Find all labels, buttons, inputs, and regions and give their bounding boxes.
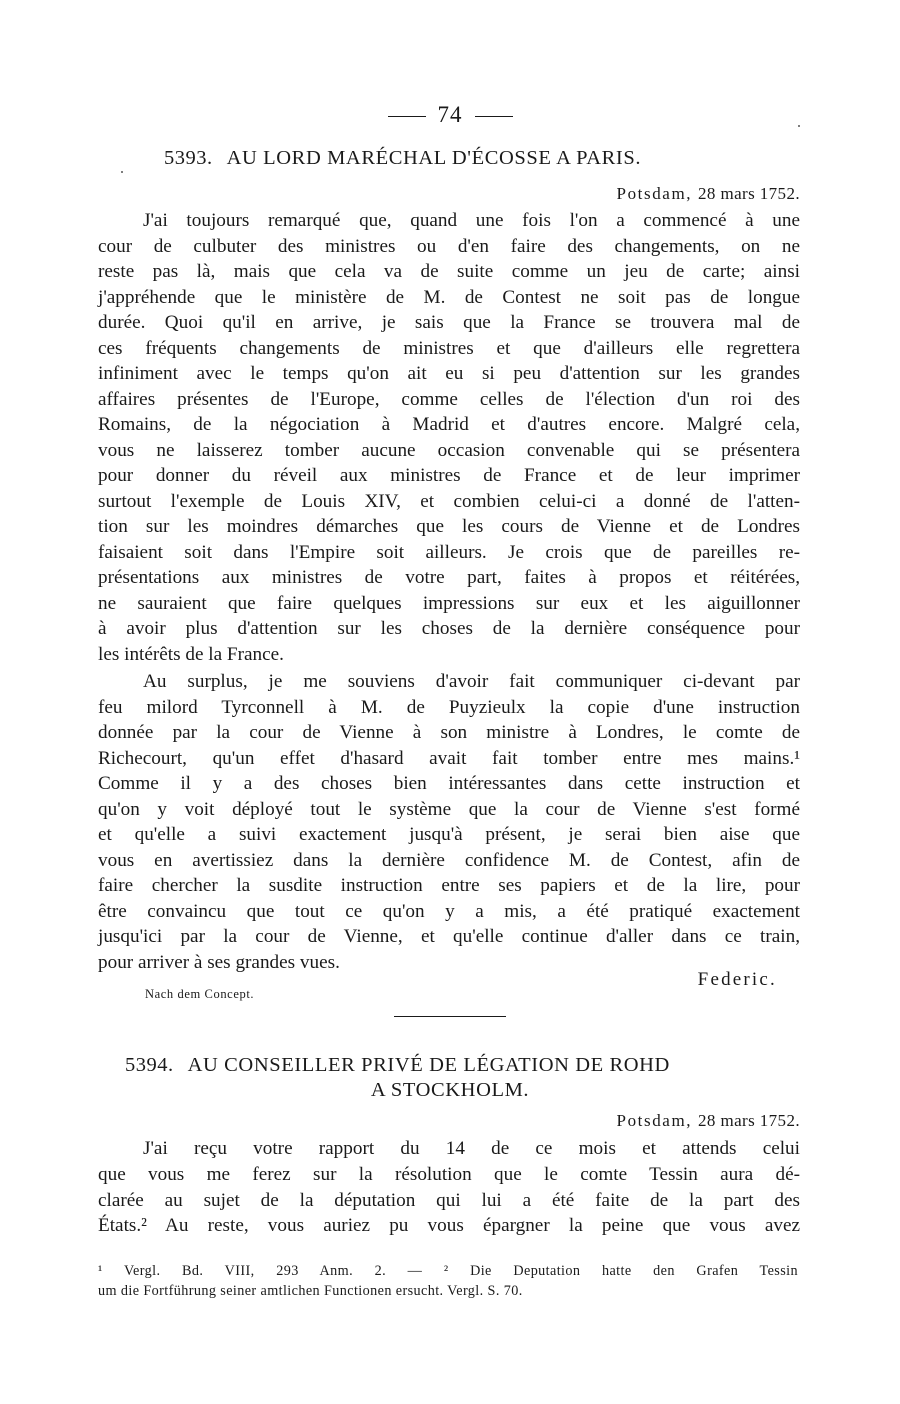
text-line: faisaient soit dans l'Empire soit ailleurs. Je crois que de pareilles re- xyxy=(98,542,800,563)
text-line: Au surplus, je me souviens d'avoir fait communiquer ci-devant par xyxy=(143,671,800,692)
text-line: Comme il y a des choses bien intéressantes dans cette instruction et xyxy=(98,773,800,794)
text-line: jusqu'ici par la cour de Vienne, et qu'elle continue d'aller dans ce train, xyxy=(98,926,800,947)
text-line: vous en avertissiez dans la dernière confidence M. de Contest, afin de xyxy=(98,850,800,871)
text-line: les intérêts de la France. xyxy=(98,644,284,665)
text-line: Romains, de la négociation à Madrid et d'autres encore. Malgré cela, xyxy=(98,414,800,435)
text-line: surtout l'exemple de Louis XIV, et combien celui-ci a donné de l'atten- xyxy=(98,491,800,512)
place: Potsdam, xyxy=(616,1111,693,1130)
footnote-line: ¹ Vergl. Bd. VIII, 293 Anm. 2. — ² Die Deputation hatte den Grafen Tessin xyxy=(98,1263,798,1279)
text-line: être convaincu que tout ce qu'on y a mis, a été pratiqué exactement xyxy=(98,901,800,922)
dash-left xyxy=(388,116,426,117)
text-line: qu'on y voit déployé tout le système que la cour de Vienne s'est formé xyxy=(98,799,800,820)
text-line: vous ne laisserez tomber aucune occasion convenable qui se présentera xyxy=(98,440,800,461)
text-line: infiniment avec le temps qu'on ait eu si peu d'attention sur les grandes xyxy=(98,363,800,384)
date: 28 mars 1752. xyxy=(698,184,800,203)
page-number: 74 xyxy=(0,102,900,128)
letter-addressee: AU CONSEILLER PRIVÉ DE LÉGATION DE ROHD xyxy=(187,1054,670,1076)
letter-heading xyxy=(164,147,641,170)
text-line: ne sauraient que faire quelques impressions sur eux et les aiguillonner xyxy=(98,593,800,614)
source-note: Nach dem Concept. xyxy=(145,987,255,1001)
signature: Federic. xyxy=(697,969,777,990)
text-line: que vous me ferez sur la résolution que le comte Tessin aura dé- xyxy=(98,1164,800,1185)
print-speck xyxy=(121,171,123,173)
text-line: durée. Quoi qu'il en arrive, je sais que la France se trouvera mal de xyxy=(98,312,800,333)
text-line: reste pas là, mais que cela va de suite comme un jeu de carte; ainsi xyxy=(98,261,800,282)
letter-number: 5393. xyxy=(164,147,213,169)
place: Potsdam, xyxy=(616,184,693,203)
print-speck xyxy=(798,125,800,127)
letter-addressee-line-2: A STOCKHOLM. xyxy=(370,1079,530,1101)
text-line: cour de culbuter des ministres ou d'en faire des changements, on ne xyxy=(98,236,800,257)
footnote-line: um die Fortführung seiner amtlichen Functionen ersucht. Vergl. S. 70. xyxy=(98,1283,523,1299)
text-line: J'ai reçu votre rapport du 14 de ce mois et attends celui xyxy=(143,1138,800,1159)
text-line: Richecourt, qu'un effet d'hasard avait fait tomber entre mes mains.¹ xyxy=(98,748,800,769)
date: 28 mars 1752. xyxy=(698,1111,800,1130)
letter-addressee: AU LORD MARÉCHAL D'ÉCOSSE A PARIS. xyxy=(226,147,642,169)
text-line: faire chercher la susdite instruction entre ses papiers et de la lire, pour xyxy=(98,875,800,896)
place-date xyxy=(617,184,800,204)
text-line: feu milord Tyrconnell à M. de Puyzieulx la copie d'une instruction xyxy=(98,697,800,718)
text-line: affaires présentes de l'Europe, comme celles de l'élection d'un roi des xyxy=(98,389,800,410)
place-date xyxy=(617,1111,800,1131)
letter-heading xyxy=(125,1054,670,1077)
letter-number: 5394. xyxy=(125,1054,174,1076)
dash-right xyxy=(475,116,513,117)
text-line: pour arriver à ses grandes vues. xyxy=(98,952,340,973)
text-line: et qu'elle a suivi exactement jusqu'à présent, je serai bien aise que xyxy=(98,824,800,845)
text-line: J'ai toujours remarqué que, quand une fois l'on a commencé à une xyxy=(143,210,800,231)
text-line: ces fréquents changements de ministres et que d'ailleurs elle regrettera xyxy=(98,338,800,359)
text-line: j'appréhende que le ministère de M. de Contest ne soit pas de longue xyxy=(98,287,800,308)
text-line: États.² Au reste, vous auriez pu vous épargner la peine que vous avez xyxy=(98,1215,800,1236)
section-divider xyxy=(394,1016,506,1017)
text-line: pour donner du réveil aux ministres de France et de leur imprimer xyxy=(98,465,800,486)
text-line: tion sur les moindres démarches que les cours de Vienne et de Londres xyxy=(98,516,800,537)
letter-heading-continued xyxy=(0,1079,900,1102)
text-line: à avoir plus d'attention sur les choses de la dernière conséquence pour xyxy=(98,618,800,639)
text-line: présentations aux ministres de votre part, faites à propos et réitérées, xyxy=(98,567,800,588)
text-line: clarée au sujet de la députation qui lui a été faite de la part des xyxy=(98,1190,800,1211)
text-line: donnée par la cour de Vienne à son ministre à Londres, le comte de xyxy=(98,722,800,743)
